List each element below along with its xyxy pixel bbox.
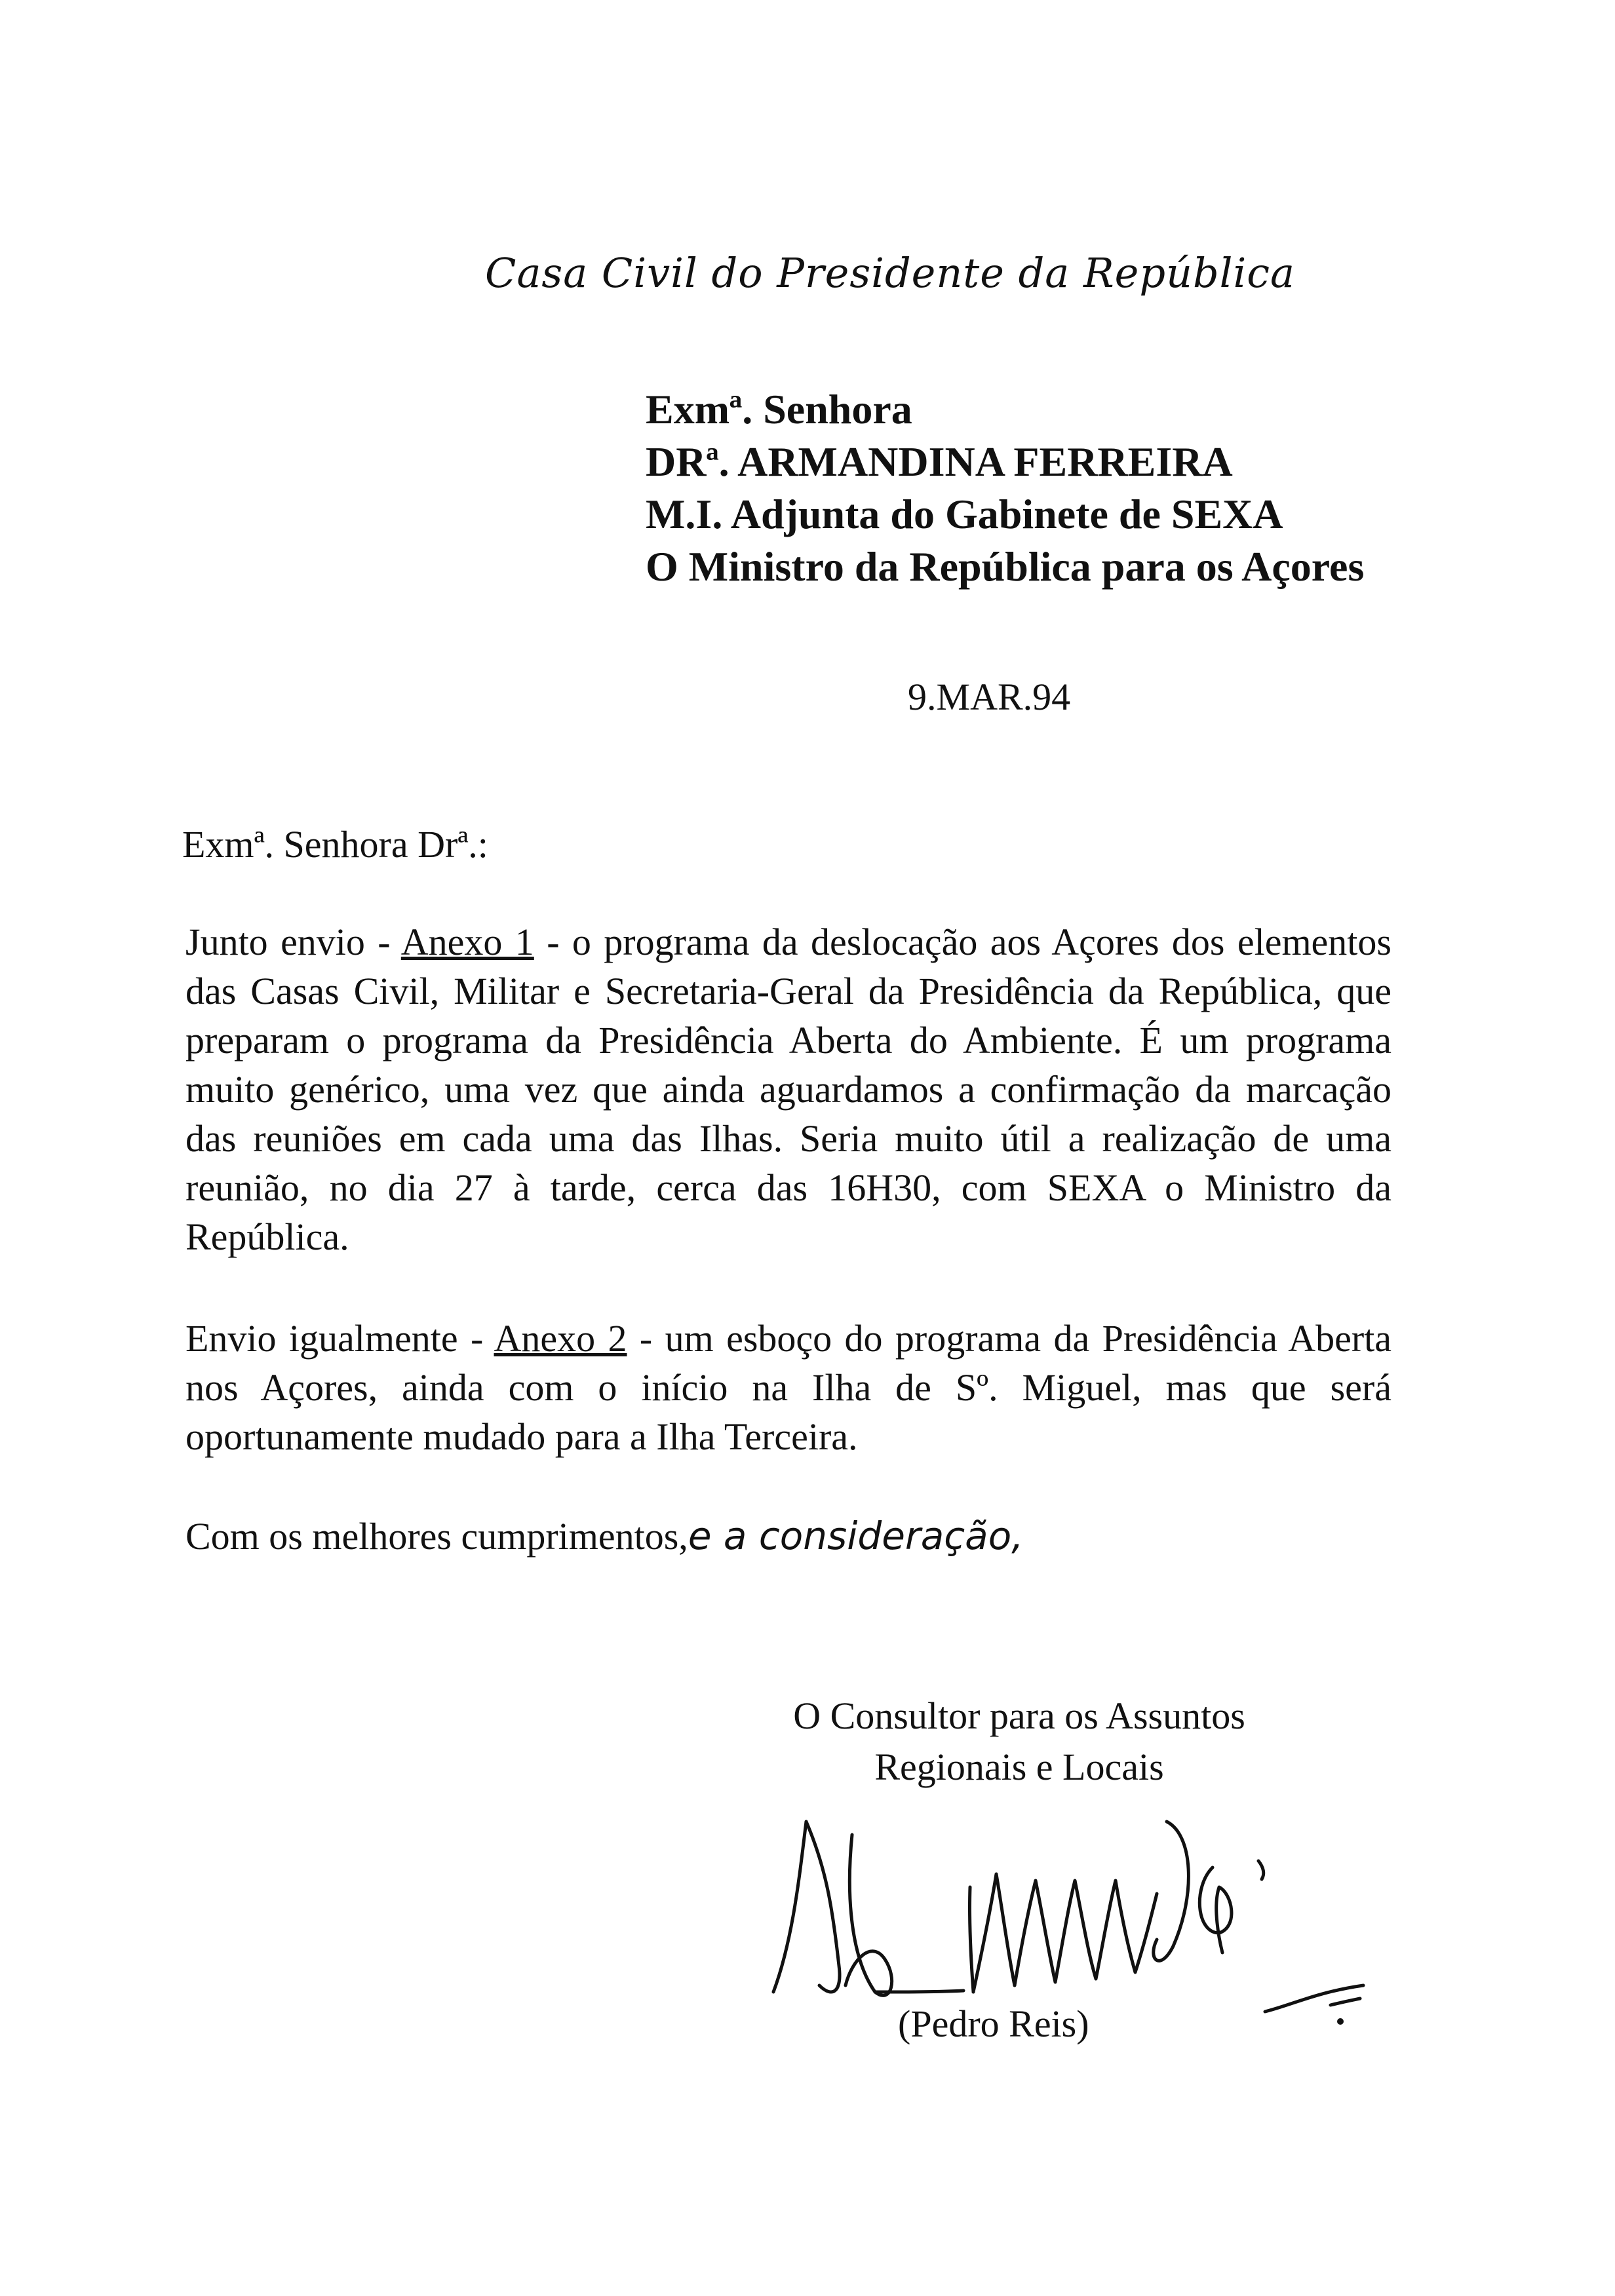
signer-name: (Pedro Reis) — [898, 2002, 1089, 2045]
recipient-position: M.I. Adjunta do Gabinete de SEXA — [646, 491, 1283, 537]
recipient-title: Exmª. Senhora — [646, 386, 912, 432]
signature-icon — [760, 1795, 1455, 2031]
paragraph-1-body: - o programa da deslocação aos Açores dos elementos das Casas Civil, Militar e Secretaria-Geral da Presidência da República, que preparam o programa da Presidência Aberta do Ambiente. É um programa muito genérico, uma vez que ainda aguardamos a confirmação da marcação das reuniões em cada uma das Ilhas. Seria muito útil a realização de uma reunião, no dia 27 à tarde, cerca das 16H30, com SEXA o Ministro da República. — [185, 921, 1391, 1258]
signoff-line-1: O Consultor para os Assuntos — [793, 1694, 1245, 1737]
salutation: Exmª. Senhora Drª.: — [182, 823, 488, 866]
paragraph-1-intro: Junto envio - — [185, 921, 401, 963]
recipient-block — [646, 383, 1364, 593]
paragraph-2-body: - um esboço do programa da Presidência Aberta nos Açores, ainda com o início na Ilha de Sº. Miguel, mas que será oportunamente mudado para a Ilha Terceira. — [185, 1317, 1391, 1458]
signoff-title — [764, 1691, 1275, 1793]
closing-line — [185, 1514, 1024, 1558]
closing-handwritten: e a consideração, — [688, 1514, 1024, 1558]
paragraph-annex-2 — [185, 1314, 1391, 1461]
recipient-name: DRª. ARMANDINA FERREIRA — [646, 438, 1233, 485]
closing-typed: Com os melhores cumprimentos, — [185, 1515, 688, 1558]
letter-date: 9.MAR.94 — [908, 676, 1071, 718]
annex-2-reference: Anexo 2 — [494, 1317, 627, 1360]
annex-1-reference: Anexo 1 — [400, 921, 534, 963]
letterhead: Casa Civil do Presidente da República — [485, 249, 1295, 297]
signoff-line-2: Regionais e Locais — [874, 1746, 1164, 1788]
paragraph-annex-1 — [185, 917, 1391, 1261]
recipient-office: O Ministro da República para os Açores — [646, 543, 1365, 590]
paragraph-2-intro: Envio igualmente - — [185, 1317, 494, 1360]
